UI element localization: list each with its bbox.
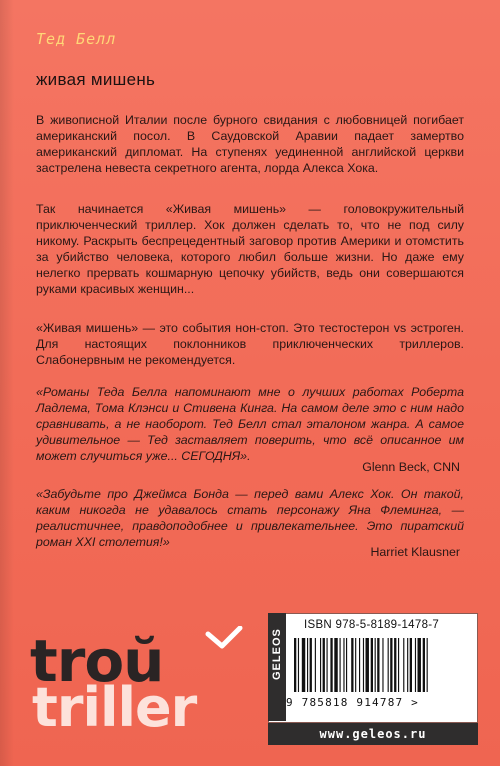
publisher-name: GELEOS <box>271 628 283 680</box>
barcode-bar <box>423 638 425 692</box>
annotation-paragraph-3: «Живая мишень» — это события нон-стоп. Это тестостерон vs эстроген. Для настоящих поклонников приключенческих триллеров. Слабонервным не рекомендуется. <box>36 321 464 367</box>
barcode-bar <box>315 638 316 692</box>
isbn-number: ISBN 978-5-8189-1478-7 <box>304 619 440 631</box>
series-logo-line2: triller <box>32 676 197 739</box>
barcode-bar <box>294 638 296 692</box>
series-logo <box>30 627 250 742</box>
barcode-bar <box>323 638 325 692</box>
annotation-paragraph-2: Так начинается «Живая мишень» — головокружительный приключенческий триллер. Хок должен сделать то, что не под силу никому. Раскрыть беспрецедентный заговор против Америки и отомстить за убийство человека, которого любил больше жизни. Но даже ему нелегко прервать кошмарную цепочку убийств, ведь они совершаются руками красивых женщин... <box>36 202 464 296</box>
barcode-bar <box>302 638 305 692</box>
check-mark-icon <box>204 626 244 654</box>
barcode-bar <box>343 638 344 692</box>
barcode-bar <box>340 638 341 692</box>
barcode-bar <box>390 638 392 692</box>
review-attribution-2: Harriet Klausner <box>370 545 460 559</box>
barcode-bar <box>410 638 412 692</box>
annotation-paragraph-1: В живописной Италии после бурного свидания с любовницей погибает американский посол. В Саудовской Аравии падает замертво американский дипломат. На ступенях уединенной английской церкви застрелена невеста секретного агента, лорда Алекса Хока. <box>36 113 464 175</box>
review-quote-2: «Забудьте про Джеймса Бонда — перед вами Алекс Хок. Он такой, каким никогда не удавалось стать персонажу Яна Флеминга, — реалистичнее, правдоподобнее и привлекательнее. Это пиратский роман XXI столетия!» <box>36 487 464 549</box>
barcode-bar <box>394 638 396 692</box>
barcode-bar <box>427 638 428 692</box>
barcode-bar <box>407 638 408 692</box>
barcode-bar <box>359 638 360 692</box>
book-title: живая мишень <box>36 70 156 89</box>
barcode-bar <box>363 638 364 692</box>
barcode-image <box>294 638 466 692</box>
review-quote-1: «Романы Теда Белла напоминают мне о лучших работах Роберта Ладлема, Тома Клэнси и Стивена Кинга. На самом деле это с ним надо сравнивать, а не наоборот. Тед Белл стал эталоном жанра. А самое удивительное — Тед заставляет поверить, что всё описанное им может случиться уже... СЕГОДНЯ». <box>36 385 464 463</box>
series-logo-line1: troŭ <box>30 627 164 695</box>
barcode-bar <box>415 638 416 692</box>
barcode-bar <box>366 638 369 692</box>
barcode-bar <box>346 638 347 692</box>
barcode-bar <box>298 638 299 692</box>
barcode-bar <box>355 638 356 692</box>
barcode-bar <box>351 638 353 692</box>
barcode-bar <box>371 638 373 692</box>
barcode-bar <box>307 638 308 692</box>
barcode-bar <box>327 638 328 692</box>
review-attribution-1: Glenn Beck, CNN <box>362 460 460 474</box>
barcode-bar <box>334 638 337 692</box>
barcode-bar <box>377 638 379 692</box>
barcode-bar <box>418 638 421 692</box>
publisher-url[interactable]: www.geleos.ru <box>319 727 427 741</box>
barcode-bar <box>375 638 376 692</box>
author-name: Тед Белл <box>36 30 117 48</box>
barcode-bar <box>398 638 399 692</box>
barcode-bar <box>388 638 389 692</box>
barcode-bar <box>320 638 321 692</box>
spine-shadow <box>0 0 14 766</box>
barcode-bar <box>382 638 383 692</box>
barcode-digits: 9 785818 914787 > <box>286 696 419 709</box>
barcode-bar <box>310 638 312 692</box>
barcode-bar <box>330 638 332 692</box>
barcode-bar <box>403 638 404 692</box>
